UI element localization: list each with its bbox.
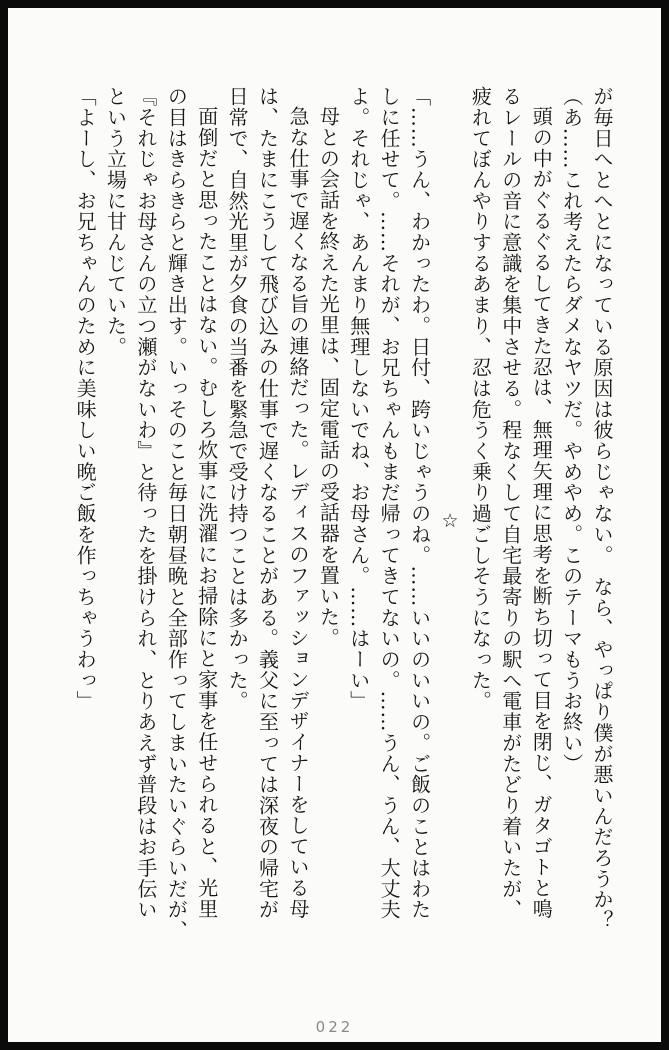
- text-column: 疲れてぼんやりするあまり、忍は危うく乗り過ごしそうになった。: [468, 86, 493, 712]
- text-column: （あ……これ考えたらダメなヤツだ。やめやめ。このテーマもうお終い）: [559, 86, 584, 775]
- text-column: 頭の中がぐるぐるしてきた忍は、無理矢理に思考を断ち切って目を閉じ、ガタゴトと鳴: [529, 106, 554, 920]
- vertical-text-block: [70, 86, 617, 956]
- text-column: 『それじゃお母さんの立つ瀬がないわ』と待ったを掛けられ、とりあえず普段はお手伝い: [133, 86, 158, 920]
- text-column: が毎日へとへとになっている原因は彼らじゃない。 なら、やっぱり僕が悪いんだろうか？: [590, 86, 614, 931]
- text-column: 「よーし、お兄ちゃんのために美味しい晩ご飯を作っちゃうわっ」: [73, 86, 98, 712]
- text-column: という立場に甘んじていた。: [103, 86, 128, 358]
- text-column: 「……うん、わかったわ。日付、跨いじゃうのね。……いいのいいの。ご飯のことはわた: [407, 86, 432, 920]
- text-column: 母との会話を終えた光里は、固定電話の受話器を置いた。: [316, 106, 341, 649]
- text-column: は、たまにこうして飛び込みの仕事で遅くなることがある。義父に至っては深夜の帰宅が: [255, 86, 280, 920]
- text-column: 急な仕事で遅くなる旨の連絡だった。レディスのファッションデザイナーをしている母: [285, 106, 310, 920]
- text-column: の目はきらきらと輝き出す。いっそのこと毎日朝昼晩と全部作ってしまいたいぐらいだが、: [164, 86, 189, 941]
- text-column: 日常で、自然光里が夕食の当番を緊急で受け持つことは多かった。: [225, 86, 250, 712]
- text-column: よ。それじゃ、あんまり無理しないでね、お母さん。……はーい」: [346, 86, 371, 712]
- page-number: 022: [315, 1018, 354, 1036]
- section-divider-star: ☆: [438, 509, 461, 533]
- text-column: 面倒だと思ったことはない。むしろ炊事に洗濯にお掃除にと家事を任せられると、光里: [194, 106, 219, 920]
- text-column: しに任せて。……それが、お兄ちゃんもまだ帰ってきてないの。……うん、うん、大丈夫: [377, 86, 402, 920]
- text-column: るレールの音に意識を集中させる。程なくして自宅最寄りの駅へ電車がたどり着いたが、: [498, 86, 523, 920]
